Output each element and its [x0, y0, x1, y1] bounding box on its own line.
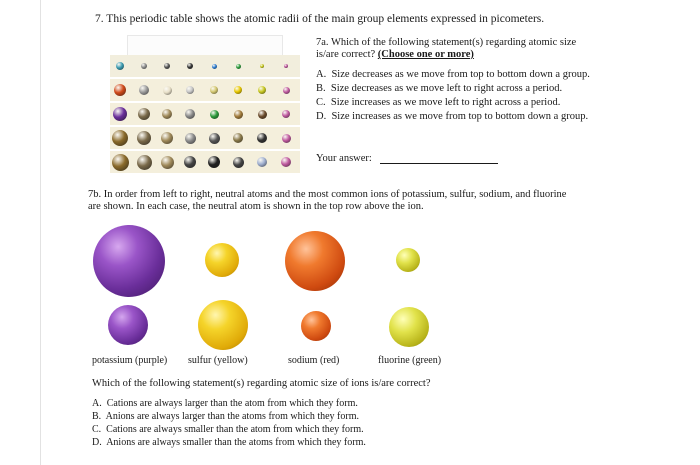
- periodic-table-atom-sphere: [112, 130, 128, 146]
- periodic-table-atom-sphere: [257, 133, 267, 143]
- periodic-table-atom-sphere: [141, 63, 147, 69]
- periodic-table-atom-sphere: [210, 86, 218, 94]
- label-sulfur: sulfur (yellow): [188, 355, 248, 366]
- periodic-table-atom-sphere: [233, 157, 244, 168]
- page-edge: [40, 0, 41, 465]
- q7b-option-c[interactable]: [92, 424, 364, 435]
- question-text: This periodic table shows the atomic radii of the main group elements expressed in picometers.: [106, 13, 545, 25]
- q7b-option-a[interactable]: [92, 398, 358, 409]
- periodic-table-blank-block: [127, 35, 283, 57]
- q7a-choose-note: (Choose one or more): [377, 49, 474, 60]
- q7a-line2: [316, 49, 474, 61]
- periodic-table-image: [110, 35, 300, 185]
- periodic-table-atom-sphere: [234, 110, 243, 119]
- periodic-table-atom-sphere: [258, 86, 266, 94]
- periodic-table-atom-sphere: [281, 157, 291, 167]
- periodic-table-atom-sphere: [284, 64, 288, 68]
- periodic-table-atom-sphere: [112, 154, 129, 171]
- q7a-answer-label: Your answer:: [316, 153, 372, 164]
- sulfur-atom-sphere: [205, 243, 239, 277]
- q7b-option-a-letter: A.: [92, 398, 102, 409]
- periodic-table-atom-sphere: [283, 87, 290, 94]
- q7a-answer-field[interactable]: [380, 163, 498, 164]
- periodic-table-atom-sphere: [209, 133, 220, 144]
- label-fluorine: fluorine (green): [378, 355, 442, 366]
- q7b-option-c-text: Cations are always smaller than the atom from which they form.: [106, 424, 364, 435]
- label-potassium: potassium (purple): [92, 355, 168, 366]
- periodic-table-atom-sphere: [282, 134, 291, 143]
- q7b-option-d[interactable]: [92, 437, 366, 448]
- q7a-option-c-letter: C.: [316, 97, 326, 108]
- q7b-option-d-letter: D.: [92, 437, 102, 448]
- sulfide-ion-sphere: [198, 300, 248, 350]
- periodic-table-atom-sphere: [186, 86, 194, 94]
- periodic-table-atom-sphere: [161, 132, 173, 144]
- periodic-table-atom-sphere: [210, 110, 219, 119]
- fluoride-ion-sphere: [389, 307, 429, 347]
- sodium-ion-sphere: [301, 311, 331, 341]
- q7a-option-d-text: Size increases as we move from top to bottom down a group.: [331, 111, 589, 122]
- question-number: 7.: [95, 13, 104, 25]
- periodic-table-atom-sphere: [260, 64, 264, 68]
- q7a-option-b-text: Size decreases as we move left to right across a period.: [330, 83, 563, 94]
- sodium-atom-sphere: [285, 231, 345, 291]
- q7a-line1: 7a. Which of the following statement(s) regarding atomic size: [316, 37, 577, 48]
- q7b-prompt: Which of the following statement(s) regarding atomic size of ions is/are correct?: [92, 378, 431, 389]
- periodic-table-atom-sphere: [184, 156, 196, 168]
- q7a-option-d-letter: D.: [316, 111, 327, 122]
- periodic-table-atom-sphere: [258, 110, 267, 119]
- periodic-table-atom-sphere: [137, 155, 152, 170]
- periodic-table-atom-sphere: [233, 133, 243, 143]
- potassium-ion-sphere: [108, 305, 148, 345]
- q7b-option-a-text: Cations are always larger than the atom from which they form.: [106, 398, 358, 409]
- fluorine-atom-sphere: [396, 248, 420, 272]
- periodic-table-atom-sphere: [163, 86, 172, 95]
- q7a-line2-prefix: is/are correct?: [316, 49, 378, 60]
- q7a-option-c-text: Size increases as we move left to right across a period.: [330, 97, 561, 108]
- periodic-table-atom-sphere: [187, 63, 193, 69]
- q7a-option-b[interactable]: [316, 83, 562, 95]
- periodic-table-atom-sphere: [137, 131, 151, 145]
- q7b-line1: 7b. In order from left to right, neutral atoms and the most common ions of potassium, sulfur, sodium, and fluorine: [88, 189, 567, 200]
- periodic-table-atom-sphere: [212, 64, 217, 69]
- periodic-table-atom-sphere: [116, 62, 124, 70]
- periodic-table-atom-sphere: [139, 85, 149, 95]
- periodic-table-header: [110, 35, 300, 51]
- periodic-table-atom-sphere: [113, 107, 127, 121]
- label-sodium: sodium (red): [288, 355, 340, 366]
- periodic-table-atom-sphere: [164, 63, 170, 69]
- periodic-table-atom-sphere: [236, 64, 241, 69]
- q7b-line2: are shown. In each case, the neutral atom is shown in the top row above the ion.: [88, 201, 424, 212]
- q7a-option-b-letter: B.: [316, 83, 326, 94]
- periodic-table-atom-sphere: [162, 109, 172, 119]
- periodic-table-atom-sphere: [185, 109, 195, 119]
- question-7-heading: [95, 13, 544, 25]
- q7b-option-d-text: Anions are always smaller than the atoms from which they form.: [106, 437, 366, 448]
- q7a-option-a[interactable]: [316, 69, 590, 81]
- periodic-table-row: [110, 55, 300, 77]
- periodic-table-atom-sphere: [185, 133, 196, 144]
- q7b-option-c-letter: C.: [92, 424, 102, 435]
- periodic-table-atom-sphere: [234, 86, 242, 94]
- periodic-table-atom-sphere: [282, 110, 290, 118]
- q7b-option-b-text: Anions are always larger than the atoms from which they form.: [105, 411, 359, 422]
- q7a-option-a-text: Size decreases as we move from top to bottom down a group.: [331, 69, 590, 80]
- periodic-table-atom-sphere: [114, 84, 126, 96]
- periodic-table-atom-sphere: [138, 108, 150, 120]
- q7b-option-b-letter: B.: [92, 411, 102, 422]
- periodic-table-atom-sphere: [161, 156, 174, 169]
- q7b-option-b[interactable]: [92, 411, 359, 422]
- potassium-atom-sphere: [93, 225, 165, 297]
- q7a-option-a-letter: A.: [316, 69, 327, 80]
- q7a-option-c[interactable]: [316, 97, 560, 109]
- q7a-option-d[interactable]: [316, 111, 588, 123]
- periodic-table-atom-sphere: [257, 157, 267, 167]
- periodic-table-atom-sphere: [208, 156, 220, 168]
